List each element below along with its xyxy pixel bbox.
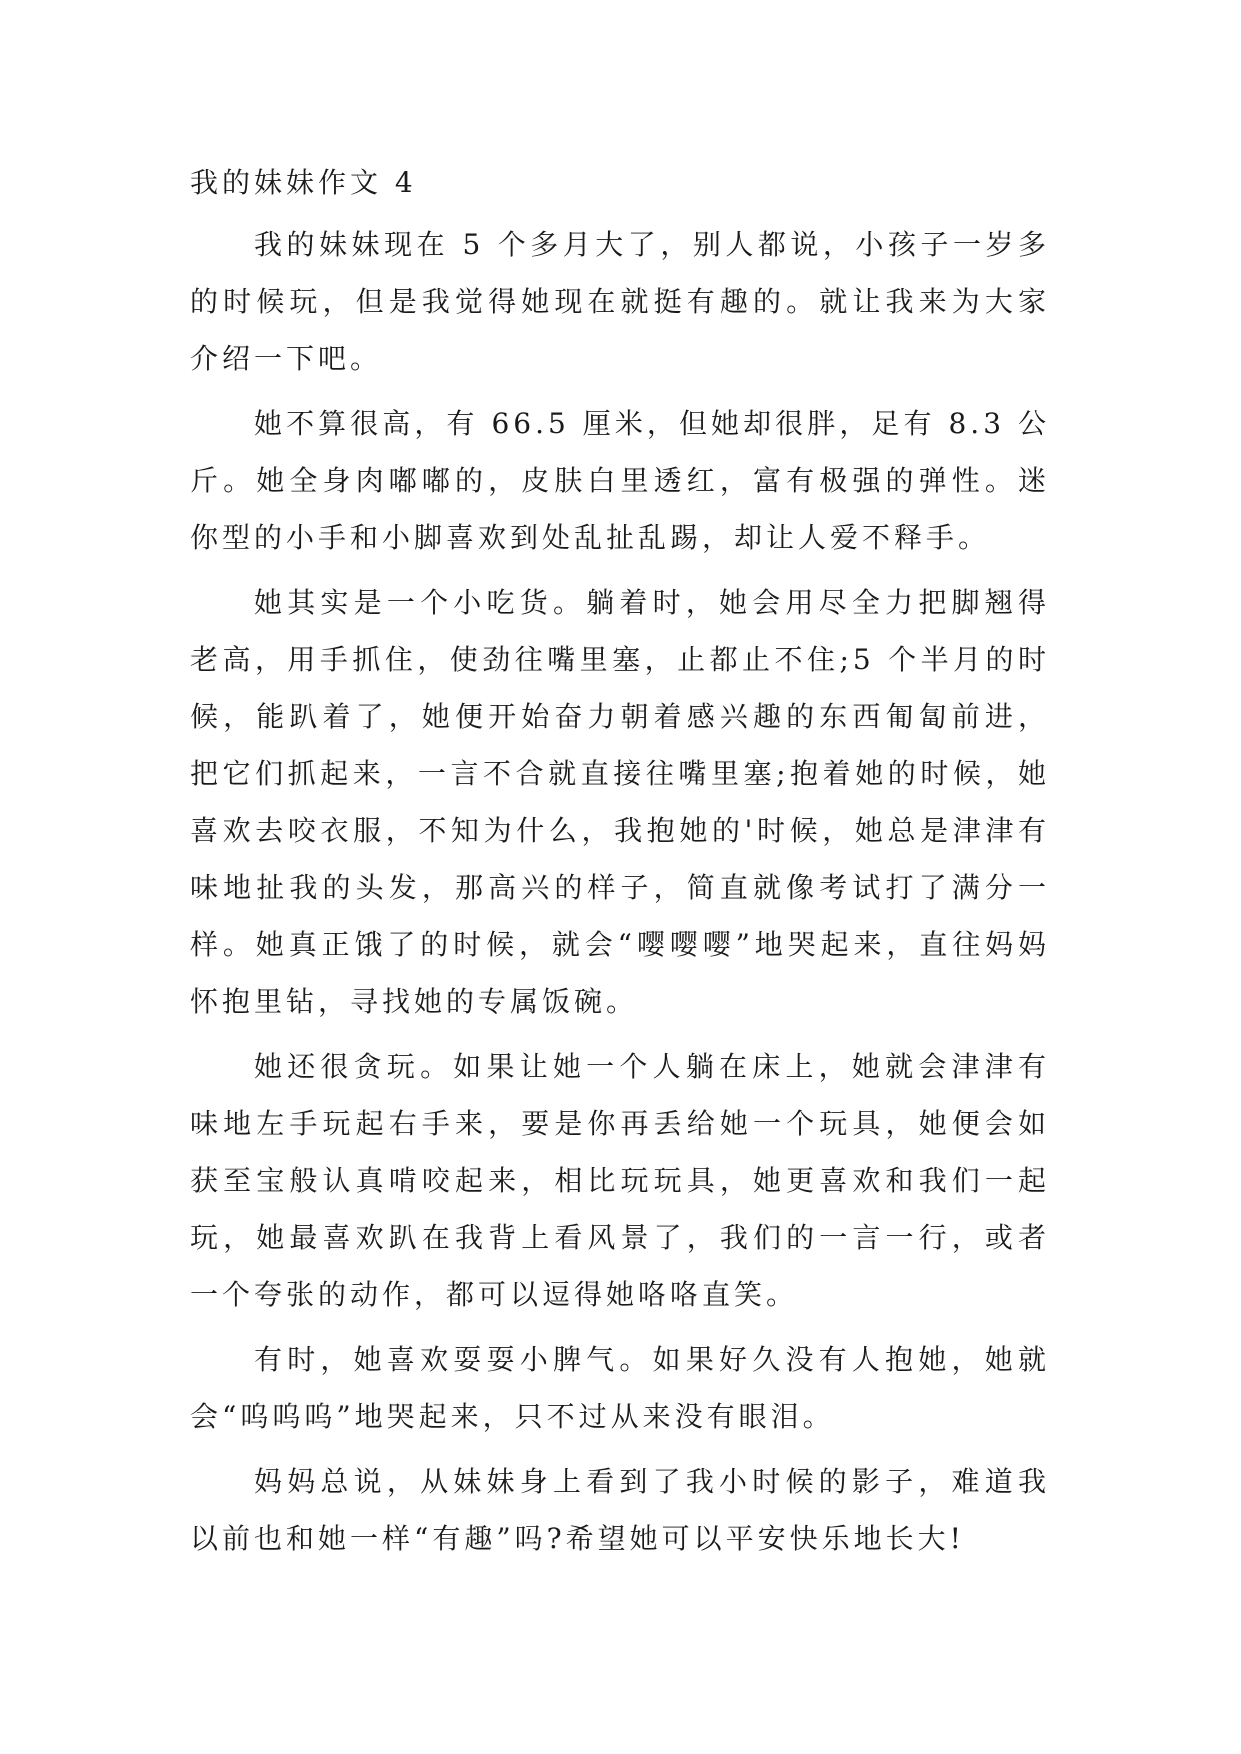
paragraph-1: 我的妹妹现在 5 个多月大了，别人都说，小孩子一岁多的时候玩，但是我觉得她现在就挺有趣的。就让我来为大家介绍一下吧。	[190, 228, 1050, 375]
paragraph-5: 有时，她喜欢耍耍小脾气。如果好久没有人抱她，她就会“呜呜呜”地哭起来，只不过从来没有眼泪。	[190, 1343, 1050, 1433]
paragraph-6: 妈妈总说，从妹妹身上看到了我小时候的影子，难道我以前也和她一样“有趣”吗?希望她可以平安快乐地长大!	[190, 1465, 1050, 1555]
document-page	[190, 160, 1050, 1575]
paragraph-4: 她还很贪玩。如果让她一个人躺在床上，她就会津津有味地左手玩起右手来，要是你再丢给她一个玩具，她便会如获至宝般认真啃咬起来，相比玩玩具，她更喜欢和我们一起玩，她最喜欢趴在我背上看风景了，我们的一言一行，或者一个夸张的动作，都可以逗得她咯咯直笑。	[190, 1050, 1050, 1311]
paragraph-2: 她不算很高，有 66.5 厘米，但她却很胖，足有 8.3 公斤。她全身肉嘟嘟的，皮肤白里透红，富有极强的弹性。迷你型的小手和小脚喜欢到处乱扯乱踢，却让人爱不释手。	[190, 407, 1050, 554]
document-title: 我的妹妹作文 4	[190, 166, 417, 199]
paragraph-3: 她其实是一个小吃货。躺着时，她会用尽全力把脚翘得老高，用手抓住，使劲往嘴里塞，止都止不住;5 个半月的时候，能趴着了，她便开始奋力朝着感兴趣的东西匍匐前进，把它们抓起来，一言不合就直接往嘴里塞;抱着她的时候，她喜欢去咬衣服，不知为什么，我抱她的'时候，她总是津津有味地扯我的头发，那高兴的样子，简直就像考试打了满分一样。她真正饿了的时候，就会“嘤嘤嘤”地哭起来，直往妈妈怀抱里钻，寻找她的专属饭碗。	[190, 586, 1050, 1018]
